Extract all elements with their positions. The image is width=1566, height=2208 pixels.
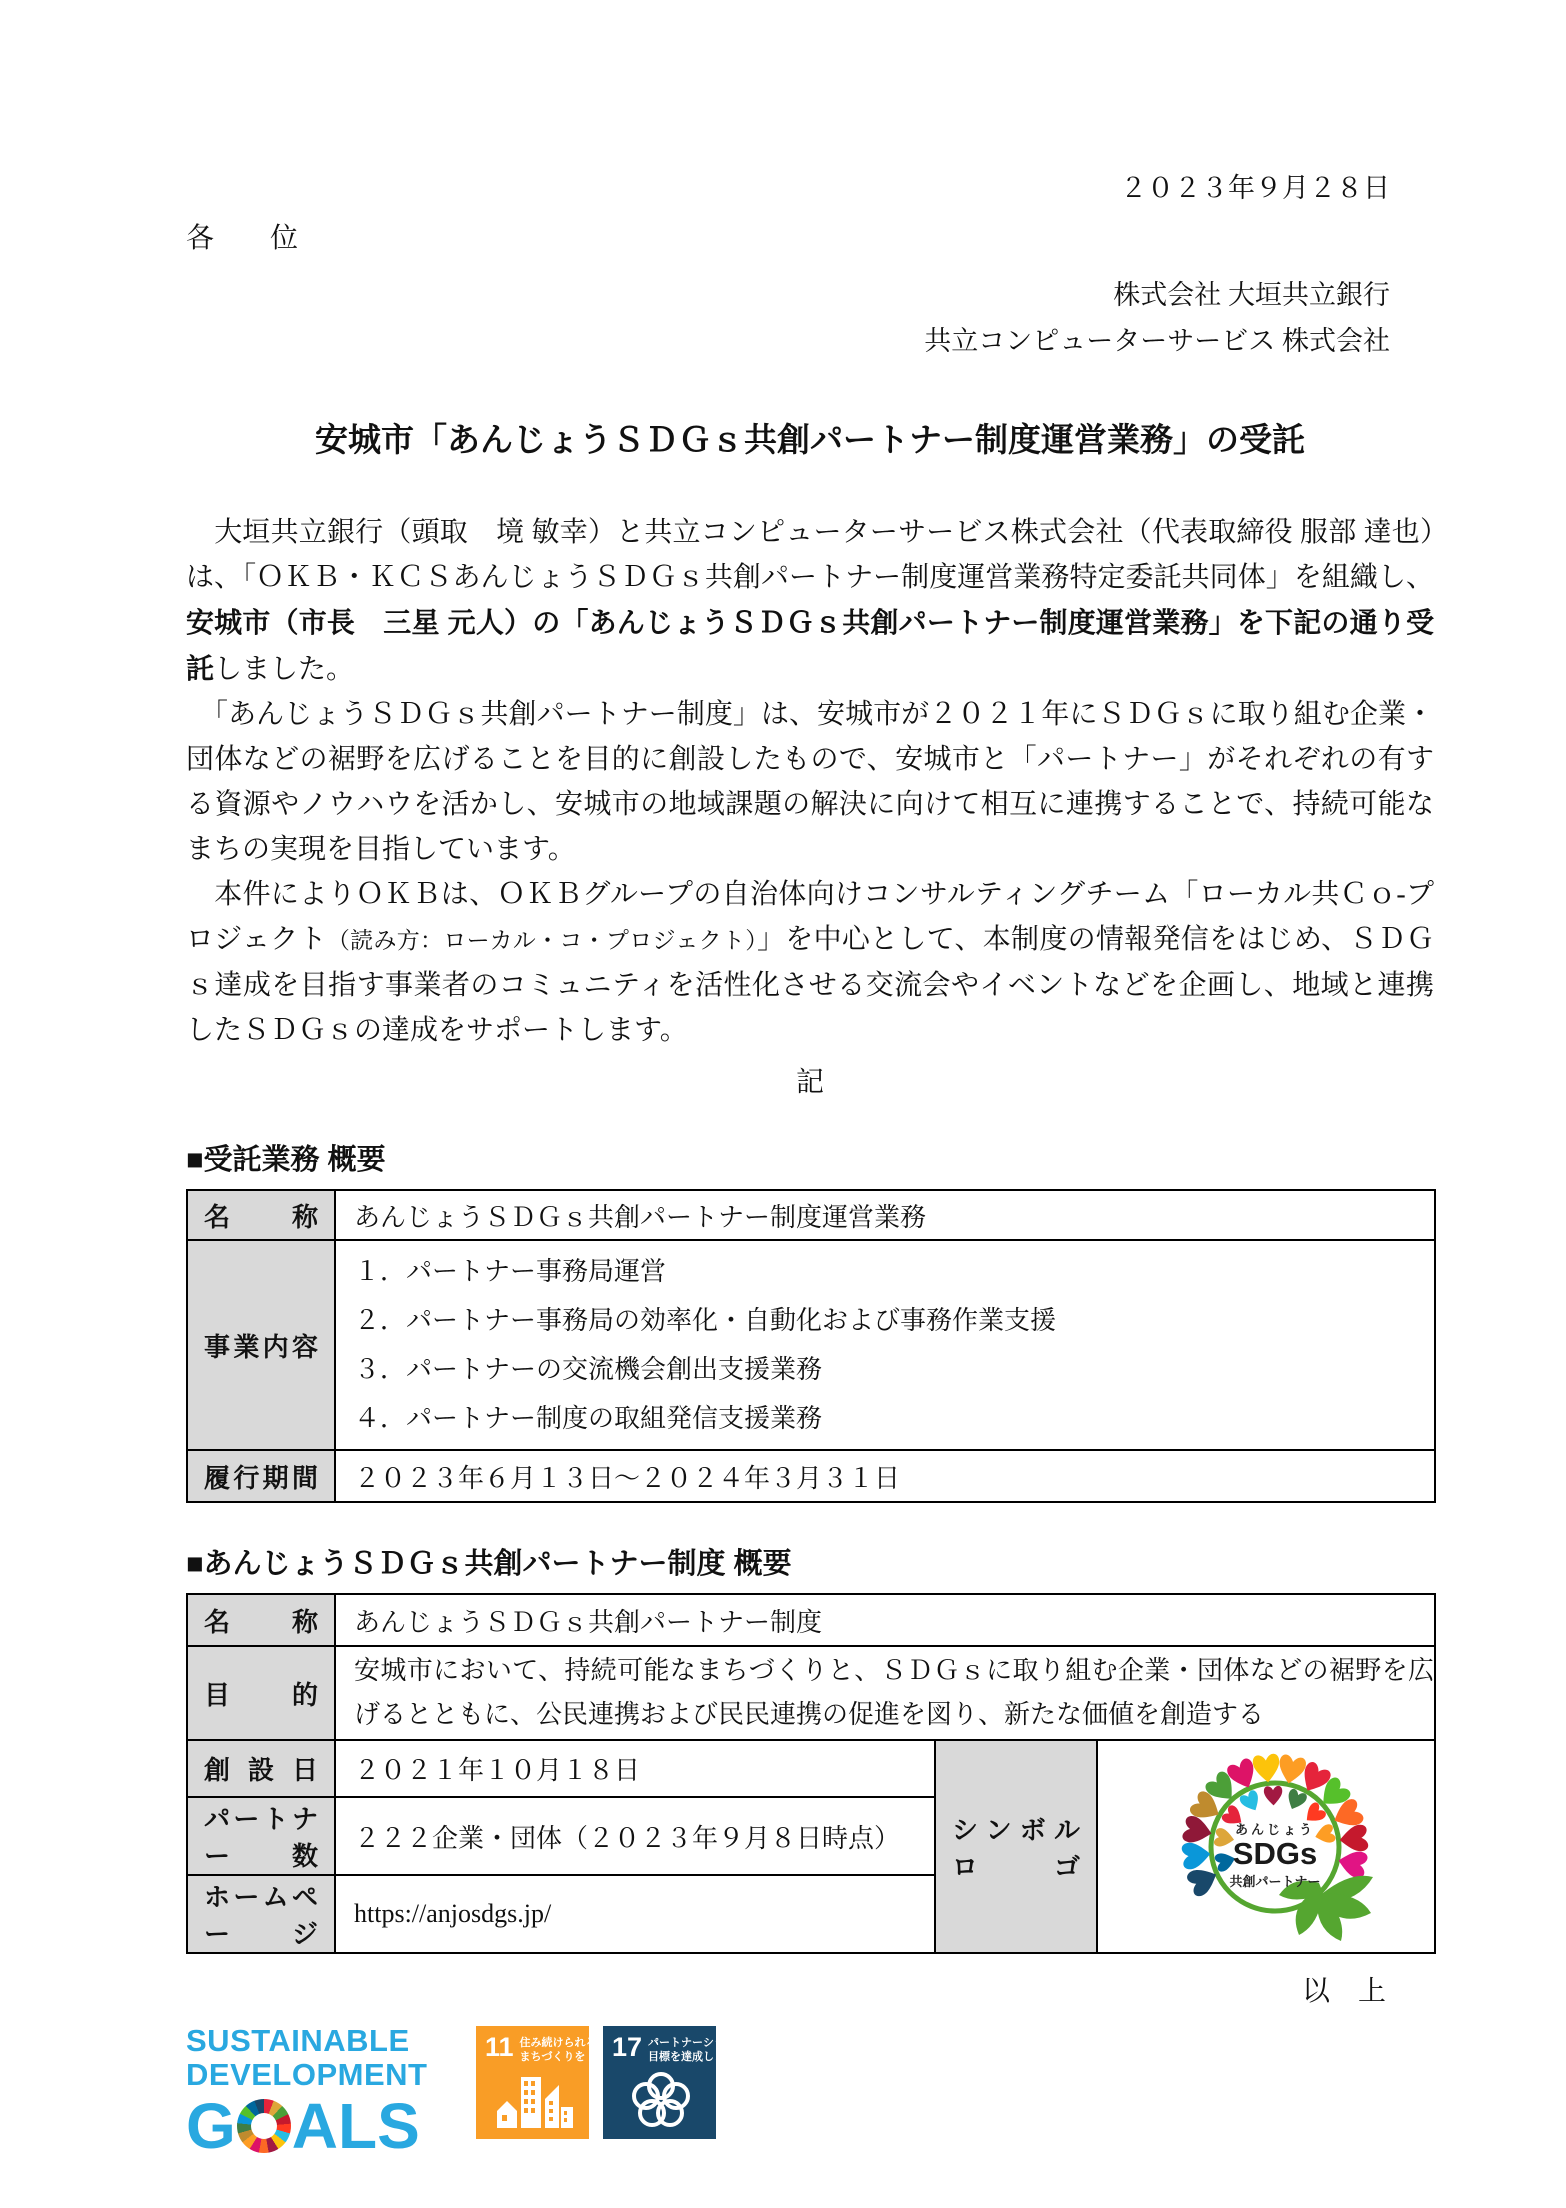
symbol-logo-label-cell: シンボルロゴ — [935, 1740, 1097, 1953]
sender-company-2: 共立コンピューターサービス 株式会社 — [924, 326, 1390, 356]
goals-als: ALS — [291, 2090, 420, 2162]
name-value-cell: あんじょうＳＤＧｓ共創パートナー制度運営業務 — [335, 1190, 1435, 1240]
logo-text-partner: 共創パートナー — [1229, 1874, 1321, 1889]
homepage-label-cell: ホームページ — [187, 1875, 335, 1953]
table-row — [187, 1646, 1435, 1740]
city-buildings-icon — [485, 2064, 582, 2135]
sdg-tile-11 — [476, 2026, 597, 2139]
sdg-tile-17 — [603, 2026, 747, 2139]
paragraph-3 — [186, 872, 1434, 1053]
business-label-cell: 事業内容 — [187, 1240, 335, 1450]
consignment-overview-table — [186, 1189, 1436, 1503]
business-items — [354, 1241, 1434, 1449]
purpose-label-cell: 目的 — [187, 1646, 335, 1740]
sdg-color-wheel-icon — [237, 2099, 291, 2153]
wordmark-line-1: SUSTAINABLE — [186, 2023, 410, 2058]
paragraph-3-lead: 本件によりＯＫＢは、ＯＫＢグループの自治体向けコンサルティングチーム「ローカル共Ｃｏ‐プロジェクト — [186, 879, 1434, 955]
ki-marker: 記 — [795, 1067, 824, 1098]
document-date: ２０２３年９月２８日 — [1120, 173, 1390, 203]
section-heading-consignment: ■受託業務 概要 — [186, 1144, 386, 1176]
tile-11-label: 住み続けられる まちづくりを — [519, 2037, 597, 2063]
paragraph-3-tail: 」を中心として、本制度の情報発信をはじめ、ＳＤＧｓ達成を目指す事業者のコミュニティを活性化させる交流会やイベントなどを企画し、地域と連携したＳＤＧｓの達成をサポートします。 — [186, 924, 1434, 1046]
founded-value-cell: ２０２１年１０月１８日 — [335, 1740, 935, 1797]
business-item-3: ３．パートナーの交流機会創出支援業務 — [354, 1355, 823, 1384]
symbol-logo-cell — [1097, 1740, 1435, 1953]
page-title: 安城市「あんじょうＳＤＧｓ共創パートナー制度運営業務」の受託 — [315, 421, 1305, 458]
purpose-value-cell: 安城市において、持続可能なまちづくりと、ＳＤＧｓに取り組む企業・団体などの裾野を広げるとともに、公民連携および民民連携の促進を図り、新たな価値を創造する — [335, 1646, 1435, 1740]
tile-11-number: 11 — [485, 2032, 514, 2062]
tile-17-number: 17 — [612, 2032, 643, 2062]
paragraph-1-bold: 安城市（市長 三星 元人）の「あんじょうＳＤＧｓ共創パートナー制度運営業務」を下記の通り受託 — [186, 607, 1434, 684]
body-text — [186, 510, 1434, 1053]
wordmark-goals-line — [186, 2090, 444, 2162]
goals-g: G — [186, 2090, 236, 2162]
table-row — [187, 1740, 1435, 1797]
homepage-value-cell: https://anjosdgs.jp/ — [335, 1875, 935, 1953]
paragraph-1 — [186, 510, 1434, 692]
business-item-4: ４．パートナー制度の取組発信支援業務 — [354, 1404, 823, 1433]
business-value-cell — [335, 1240, 1435, 1450]
business-item-2: ２．パートナー事務局の効率化・自動化および事務作業支援 — [354, 1306, 1057, 1335]
partner-system-overview-table — [186, 1593, 1436, 1954]
anjo-sdgs-logo — [1166, 1741, 1384, 1945]
salutation: 各 位 — [186, 223, 299, 254]
paragraph-1-lead: 大垣共立銀行（頭取 境 敏幸）と共立コンピューターサービス株式会社（代表取締役 服部 達也）は、「ＯＫＢ・ＫＣＳあんじょうＳＤＧｓ共創パートナー制度運営業務特定委託共同体」を組織し、 — [186, 517, 1434, 593]
tile-17-label: パートナーシップで 目標を達成しよう — [648, 2037, 747, 2063]
logo-text-sdgs: SDGs — [1232, 1836, 1318, 1871]
logo-text-anjo: あんじょう — [1234, 1822, 1316, 1837]
period-value-cell: ２０２３年６月１３日～２０２４年３月３１日 — [335, 1450, 1435, 1502]
period-label-cell: 履行期間 — [187, 1450, 335, 1502]
sdgs-wordmark — [186, 2023, 444, 2162]
section-heading-partner-system: ■あんじょうＳＤＧｓ共創パートナー制度 概要 — [186, 1548, 792, 1580]
table-row — [187, 1240, 1435, 1450]
founded-label-cell: 創設日 — [187, 1740, 335, 1797]
paragraph-3-reading-note: （読み方：ローカル・コ・プロジェクト） — [326, 928, 757, 953]
interlocking-rings-icon — [612, 2064, 709, 2135]
table-row — [187, 1594, 1435, 1646]
partners-label-cell: パートナー数 — [187, 1797, 335, 1875]
sender-block — [186, 272, 1434, 364]
closing-marker: 以 上 — [1301, 1976, 1386, 2007]
table-row — [187, 1450, 1435, 1502]
name-value-cell: あんじょうＳＤＧｓ共創パートナー制度 — [335, 1594, 1435, 1646]
wordmark-line-2: DEVELOPMENT — [186, 2057, 428, 2092]
paragraph-1-tail: しました。 — [214, 654, 355, 685]
partners-value-cell: ２２２企業・団体（２０２３年９月８日時点） — [335, 1797, 935, 1875]
name-label-cell: 名称 — [187, 1190, 335, 1240]
business-item-1: １．パートナー事務局運営 — [354, 1257, 667, 1286]
table-row — [187, 1190, 1435, 1240]
paragraph-2: 「あんじょうＳＤＧｓ共創パートナー制度」は、安城市が２０２１年にＳＤＧｓに取り組む企業・団体などの裾野を広げることを目的に創設したもので、安城市と「パートナー」がそれぞれの有する資源やノウハウを活かし、安城市の地域課題の解決に向けて相互に連携することで、持続可能なまちの実現を目指しています。 — [186, 699, 1434, 865]
sdg-goal-tiles — [476, 2026, 747, 2139]
name-label-cell: 名称 — [187, 1594, 335, 1646]
sdgs-footer — [186, 2023, 1434, 2162]
sender-company-1: 株式会社 大垣共立銀行 — [1113, 280, 1390, 310]
